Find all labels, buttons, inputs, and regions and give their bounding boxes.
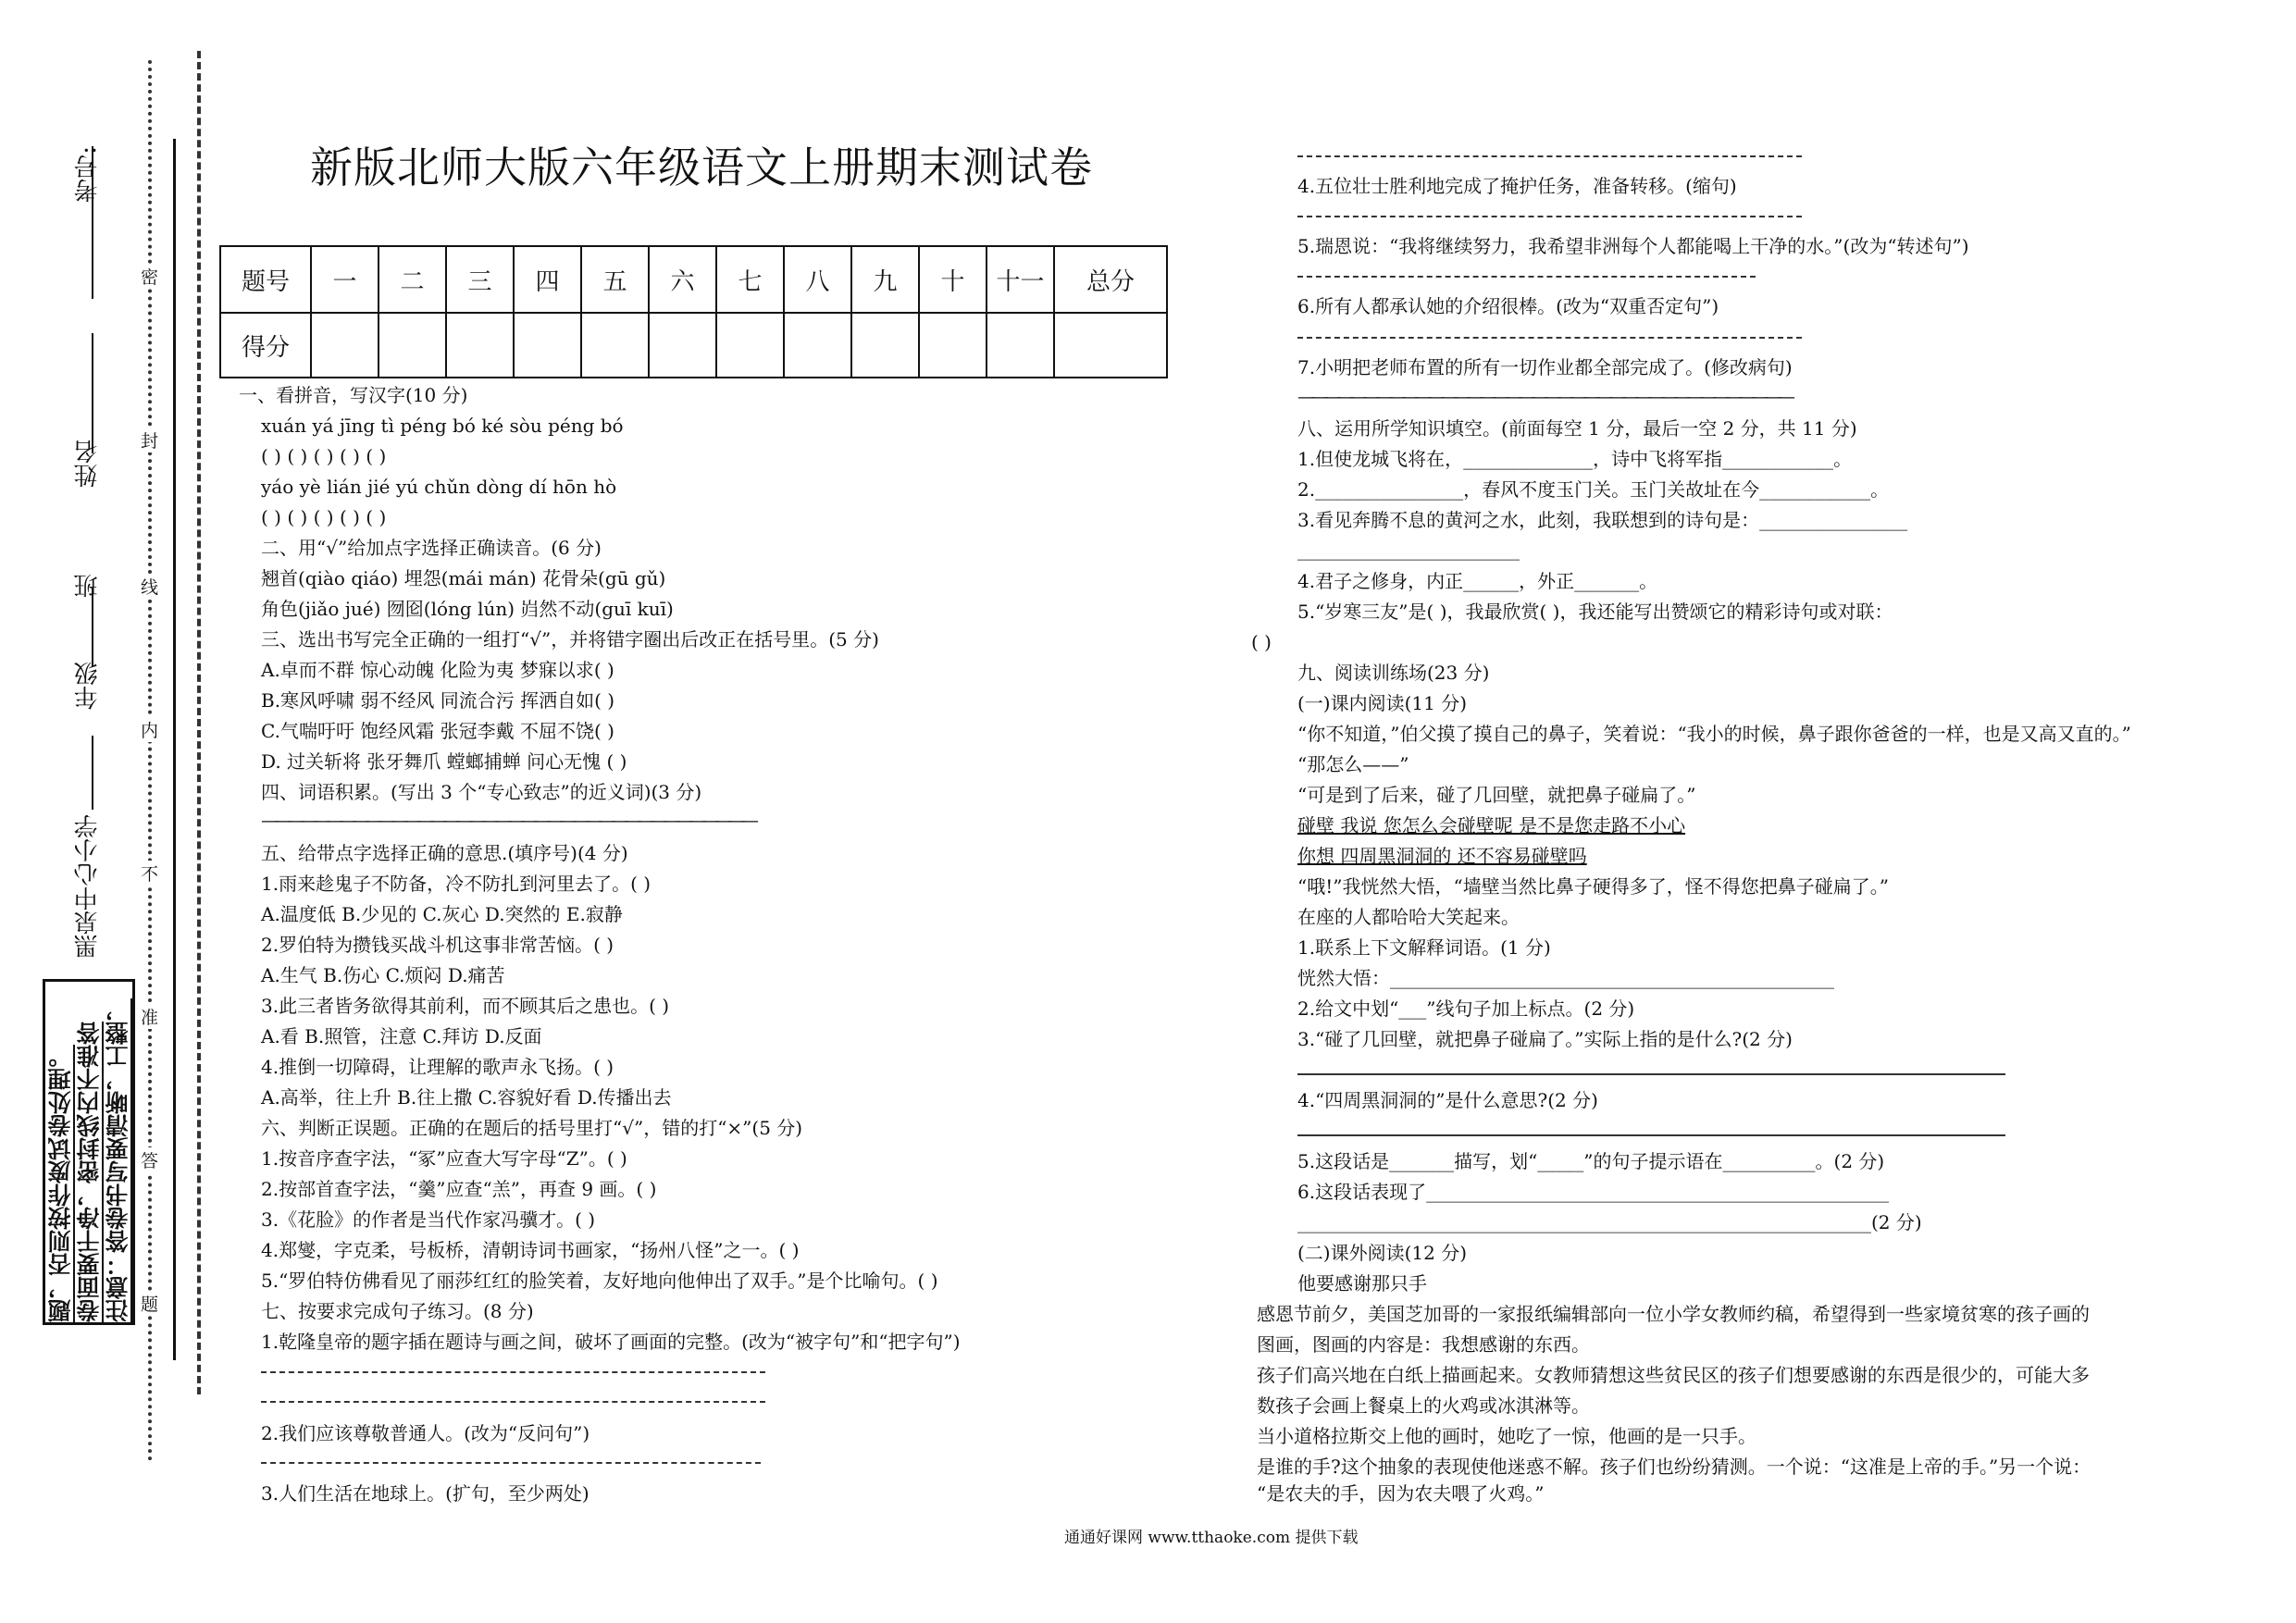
q3-option-b: B.寒风呼啸 弱不经风 同流合污 挥洒自如( ) — [261, 689, 615, 712]
seal-char-8: 题 — [141, 1291, 158, 1316]
score-input-cell[interactable] — [514, 313, 581, 378]
answer-line[interactable] — [261, 1371, 765, 1373]
score-input-cell[interactable] — [446, 313, 514, 378]
q7-item-4: 4.五位壮士胜利地完成了掩护任务，准备转移。(缩句) — [1297, 175, 1737, 197]
q5-options-3: A.看 B.照管，注意 C.拜访 D.反面 — [261, 1025, 542, 1047]
score-input-cell[interactable] — [784, 313, 851, 378]
score-header-cell: 六 — [649, 246, 716, 313]
q7-item-1: 1.乾隆皇帝的题字插在题诗与画之间，破坏了画面的完整。(改为“被字句”和“把字句”) — [261, 1331, 961, 1353]
reading-q1-answer[interactable]: 恍然大悟：________________________________________________ — [1297, 967, 1834, 989]
seal-char-2: 封 — [141, 427, 158, 452]
class-blank — [92, 588, 93, 666]
passage-1-line-7: 在座的人都哈哈大笑起来。 — [1297, 906, 1520, 928]
score-header-cell: 十 — [919, 246, 987, 313]
score-header-cell: 二 — [379, 246, 446, 313]
reading-q6: 6.这段话表现了__________________________________________________ — [1297, 1181, 1890, 1203]
seal-char-5: 不 — [141, 861, 158, 886]
q8-item-3-blank[interactable]: ________________________ — [1297, 539, 1520, 561]
name-blank — [92, 333, 93, 453]
answer-line[interactable] — [1297, 276, 1756, 278]
score-header-cell: 四 — [514, 246, 581, 313]
q8-item-5: 5.“岁寒三友”是( )，我最欣赏( )，我还能写出赞颂它的精彩诗句或对联： — [1297, 601, 1893, 623]
exam-number-label: 考号: — [74, 146, 102, 203]
score-input-cell[interactable] — [716, 313, 784, 378]
q8-item-5-answer[interactable]: ( ) — [1251, 631, 1272, 653]
answer-brackets-2[interactable]: ( ) ( ) ( ) ( ) ( ) — [261, 506, 387, 528]
passage-2-line-6: 是谁的手?这个抽象的表现使他迷惑不解。孩子们也纷纷猜测。一个说：“这准是上帝的手。”另一个说： — [1257, 1456, 2091, 1478]
seal-char-6: 准 — [141, 1004, 158, 1029]
passage-1-underlined-1: 碰壁 我说 您怎么会碰壁呢 是不是您走路不小心 — [1297, 814, 1686, 836]
class-label: 班 — [74, 574, 102, 598]
score-input-cell[interactable] — [851, 313, 919, 378]
q5-options-2: A.生气 B.伤心 C.烦闷 D.痛苦 — [261, 964, 505, 986]
answer-brackets-1[interactable]: ( ) ( ) ( ) ( ) ( ) — [261, 445, 387, 467]
score-header-cell: 八 — [784, 246, 851, 313]
notice-box — [43, 979, 135, 1325]
passage-1-line-6: “哦!”我恍然大悟，“墙壁当然比鼻子硬得多了，怪不得您把鼻子碰扁了。” — [1297, 875, 1889, 898]
page-title: 新版北师大版六年级语文上册期末测试卷 — [310, 142, 1093, 192]
passage-2-line-1: 感恩节前夕，美国芝加哥的一家报纸编辑部向一位小学女教师约稿，希望得到一些家境贫寒的孩子画的 — [1257, 1303, 2090, 1325]
notice-line-1: 注意：答卷书写要清晰，工整， — [105, 998, 131, 1322]
reading-1-heading: (一)课内阅读(11 分) — [1297, 692, 1468, 714]
grade-label: 年级 — [74, 662, 102, 710]
reading-q4: 4.“四周黑洞洞的”是什么意思?(2 分) — [1297, 1089, 1598, 1111]
score-input-cell[interactable] — [919, 313, 987, 378]
q5-heading: 五、给带点字选择正确的意思.(填序号)(4 分) — [261, 842, 628, 864]
exam-number-blank — [92, 146, 93, 299]
reading-q2: 2.给文中划“___”线句子加上标点。(2 分) — [1297, 997, 1635, 1020]
grade-blank — [92, 736, 93, 810]
score-header-cell: 一 — [311, 246, 379, 313]
q5-item-2: 2.罗伯特为攒钱买战斗机这事非常苦恼。( ) — [261, 934, 614, 956]
q8-heading: 八、运用所学知识填空。(前面每空 1 分，最后一空 2 分，共 11 分) — [1297, 417, 1857, 440]
passage-2-line-4: 数孩子会画上餐桌上的火鸡或冰淇淋等。 — [1257, 1394, 1590, 1417]
passage-1-line-3: “可是到了后来，碰了几回壁，就把鼻子碰扁了。” — [1297, 784, 1696, 806]
fold-dashed-line — [197, 51, 201, 1394]
answer-line[interactable] — [1297, 1134, 2005, 1136]
reading-q5: 5.这段话是_______描写，划“_____”的句子提示语在__________。(2 分) — [1297, 1150, 1885, 1172]
score-input-cell[interactable] — [311, 313, 379, 378]
q7-item-5: 5.瑞恩说：“我将继续努力，我希望非洲每个人都能喝上干净的水。”(改为“转述句”) — [1297, 235, 1969, 257]
seal-char-1: 密 — [141, 264, 158, 289]
q7-item-7: 7.小明把老师布置的所有一切作业都全部完成了。(修改病句) — [1297, 356, 1793, 378]
q5-item-3: 3.此三者皆务欲得其前利，而不顾其后之患也。( ) — [261, 995, 670, 1017]
reading-2-heading: (二)课外阅读(12 分) — [1297, 1242, 1468, 1264]
q6-item-4: 4.郑燮，字克柔，号板桥，清朝诗词书画家，“扬州八怪”之一。( ) — [261, 1239, 800, 1261]
q8-item-1: 1.但使龙城飞将在，______________，诗中飞将军指____________。 — [1297, 448, 1853, 470]
q6-item-1: 1.按音序查字法，“冢”应查大写字母“Z”。( ) — [261, 1147, 627, 1170]
notice-line-2: 卷面要干净，密封线内不准答 — [76, 1022, 103, 1322]
answer-line[interactable] — [261, 1401, 765, 1403]
margin-solid-line — [173, 139, 176, 1360]
reading-q6-continued[interactable]: ______________________________________________________________(2 分) — [1297, 1211, 1922, 1233]
q6-item-3: 3.《花脸》的作者是当代作家冯骥才。( ) — [261, 1208, 596, 1231]
answer-line[interactable] — [261, 1462, 761, 1464]
q3-option-a: A.卓而不群 惊心动魄 化险为夷 梦寐以求( ) — [261, 659, 614, 681]
reading-q3: 3.“碰了几回壁，就把鼻子碰扁了。”实际上指的是什么?(2 分) — [1297, 1028, 1793, 1050]
pinyin-row-1: xuán yá jīng tì péng bó ké sòu péng bó — [261, 415, 624, 437]
q5-item-1: 1.雨来趁鬼子不防备，冷不防扎到河里去了。( ) — [261, 873, 652, 895]
score-header-cell: 七 — [716, 246, 784, 313]
q7-item-2: 2.我们应该尊敬普通人。(改为“反问句”) — [261, 1422, 590, 1444]
passage-1-line-1: “你不知道，”伯父摸了摸自己的鼻子，笑着说：“我小的时候，鼻子跟你爸爸的一样，也是又高又直的。” — [1297, 723, 2131, 745]
school-label: 黑泉中心小学 — [74, 814, 102, 959]
q7-answer-line[interactable]: —————————————————————————————————————— — [1297, 385, 1790, 407]
passage-2-line-7: “是农夫的手，因为农夫喂了火鸡。” — [1257, 1482, 1545, 1505]
score-input-cell[interactable] — [581, 313, 649, 378]
score-header-cell: 十一 — [987, 246, 1054, 313]
q2-line-1: 翘首(qiào qiáo) 埋怨(mái mán) 花骨朵(gū gǔ) — [261, 567, 666, 589]
pinyin-row-2: yáo yè lián jié yú chǔn dòng dí hōn hò — [261, 476, 617, 498]
seal-char-7: 答 — [141, 1147, 158, 1172]
passage-2-line-5: 当小道格拉斯交上他的画时，她吃了一惊，他画的是一只手。 — [1257, 1425, 1756, 1447]
reading-q1: 1.联系上下文解释词语。(1 分) — [1297, 936, 1551, 959]
q6-item-2: 2.按部首查字法，“羹”应查“羔”，再查 9 画。( ) — [261, 1178, 657, 1200]
score-header-cell: 总分 — [1054, 246, 1167, 313]
score-header-cell: 五 — [581, 246, 649, 313]
q5-item-4: 4.推倒一切障碍，让理解的歌声永飞扬。( ) — [261, 1056, 614, 1078]
q3-heading: 三、选出书写完全正确的一组打“√”，并将错字圈出后改正在括号里。(5 分) — [261, 628, 879, 650]
score-input-cell[interactable] — [649, 313, 716, 378]
q8-item-4: 4.君子之修身，内正______，外正_______。 — [1297, 570, 1658, 592]
answer-line[interactable] — [1297, 337, 1802, 339]
seal-char-4: 内 — [141, 717, 158, 742]
score-row-label: 得分 — [220, 313, 311, 378]
q3-option-c: C.气喘吁吁 饱经风霜 张冠李戴 不屈不饶( ) — [261, 720, 614, 742]
score-header-cell: 九 — [851, 246, 919, 313]
answer-line[interactable] — [1297, 1073, 2005, 1075]
score-input-cell[interactable] — [1054, 313, 1167, 378]
score-header-cell: 三 — [446, 246, 514, 313]
q8-item-3: 3.看见奔腾不息的黄河之水，此刻，我联想到的诗句是：________________ — [1297, 509, 1908, 531]
q6-heading: 六、判断正误题。正确的在题后的括号里打“√”，错的打“×”(5 分) — [261, 1117, 803, 1139]
seal-char-3: 线 — [141, 574, 158, 599]
q4-answer-line[interactable]: —————————————————————————————————————— — [261, 809, 753, 831]
passage-2-line-2: 图画，图画的内容是：我想感谢的东西。 — [1257, 1333, 1590, 1356]
q5-options-1: A.温度低 B.少见的 C.灰心 D.突然的 E.寂静 — [261, 903, 623, 925]
q4-heading: 四、词语积累。(写出 3 个“专心致志”的近义词)(3 分) — [261, 781, 702, 803]
q9-heading: 九、阅读训练场(23 分) — [1297, 662, 1490, 684]
q7-heading: 七、按要求完成句子练习。(8 分) — [261, 1300, 534, 1322]
q7-item-3: 3.人们生活在地球上。(扩句，至少两处) — [261, 1482, 590, 1505]
footer-credit: 通通好课网 www.tthaoke.com 提供下载 — [1064, 1529, 1359, 1547]
answer-line[interactable] — [1297, 155, 1802, 157]
notice-line-3: 题，否则按作废试卷处理。 — [47, 1045, 74, 1322]
name-label: 姓名 — [74, 440, 102, 488]
passage-2-title: 他要感谢那只手 — [1297, 1272, 1427, 1295]
score-table — [219, 245, 1168, 378]
q3-option-d: D. 过关斩将 张牙舞爪 螳螂捕蝉 问心无愧 ( ) — [261, 750, 627, 773]
q6-item-5: 5.“罗伯特仿佛看见了丽莎红红的脸笑着，友好地向他伸出了双手。”是个比喻句。( ) — [261, 1270, 938, 1292]
q8-item-2: 2.________________，春风不度玉门关。玉门关故址在今____________。 — [1297, 478, 1890, 501]
score-input-cell[interactable] — [379, 313, 446, 378]
q7-item-6: 6.所有人都承认她的介绍很棒。(改为“双重否定句”) — [1297, 295, 1719, 317]
score-input-cell[interactable] — [987, 313, 1054, 378]
q1-heading: 一、看拼音，写汉字(10 分) — [239, 384, 468, 406]
passage-2-line-3: 孩子们高兴地在白纸上描画起来。女教师猜想这些贫民区的孩子们想要感谢的东西是很少的，可能大多 — [1257, 1364, 2090, 1386]
answer-line[interactable] — [1297, 216, 1802, 217]
passage-1-underlined-2: 你想 四周黑洞洞的 还不容易碰壁吗 — [1297, 845, 1587, 867]
q2-line-2: 角色(jiǎo jué) 囫囵(lóng lún) 岿然不动(guī kuī) — [261, 598, 674, 620]
score-header-cell: 题号 — [220, 246, 311, 313]
passage-1-line-2: “那怎么——” — [1297, 753, 1409, 775]
q5-options-4: A.高举，往上升 B.往上撒 C.容貌好看 D.传播出去 — [261, 1086, 672, 1109]
q2-heading: 二、用“√”给加点字选择正确读音。(6 分) — [261, 537, 602, 559]
